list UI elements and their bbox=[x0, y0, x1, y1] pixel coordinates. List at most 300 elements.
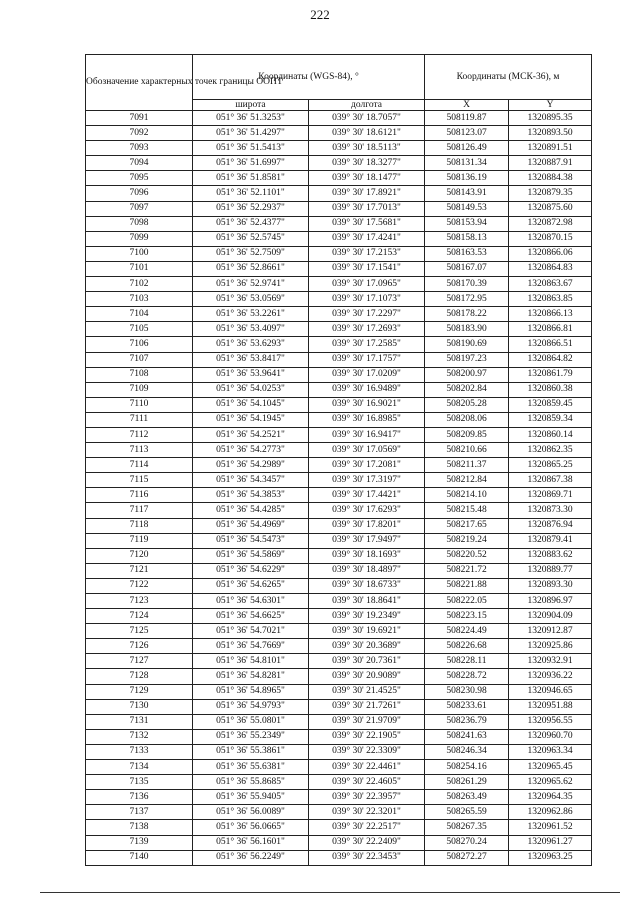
y-cell: 1320887.91 bbox=[509, 156, 592, 171]
latitude-cell: 051° 36' 51.6997" bbox=[193, 156, 309, 171]
y-cell: 1320963.25 bbox=[509, 850, 592, 865]
y-cell: 1320965.45 bbox=[509, 760, 592, 775]
y-cell: 1320864.83 bbox=[509, 261, 592, 276]
x-cell: 508222.05 bbox=[425, 594, 509, 609]
latitude-cell: 051° 36' 52.7509" bbox=[193, 246, 309, 261]
point-id-cell: 7106 bbox=[86, 337, 193, 352]
point-id-cell: 7092 bbox=[86, 126, 193, 141]
x-cell: 508136.19 bbox=[425, 171, 509, 186]
x-cell: 508221.88 bbox=[425, 578, 509, 593]
point-id-cell: 7093 bbox=[86, 141, 193, 156]
longitude-cell: 039° 30' 20.3689" bbox=[309, 639, 425, 654]
latitude-cell: 051° 36' 56.0665" bbox=[193, 820, 309, 835]
point-id-cell: 7123 bbox=[86, 594, 193, 609]
x-cell: 508131.34 bbox=[425, 156, 509, 171]
y-cell: 1320961.27 bbox=[509, 835, 592, 850]
y-cell: 1320873.30 bbox=[509, 503, 592, 518]
latitude-cell: 051° 36' 54.7669" bbox=[193, 639, 309, 654]
point-id-cell: 7117 bbox=[86, 503, 193, 518]
x-cell: 508233.61 bbox=[425, 699, 509, 714]
x-cell: 508210.66 bbox=[425, 443, 509, 458]
x-cell: 508205.28 bbox=[425, 397, 509, 412]
longitude-cell: 039° 30' 17.2153" bbox=[309, 246, 425, 261]
latitude-cell: 051° 36' 54.2773" bbox=[193, 443, 309, 458]
y-cell: 1320912.87 bbox=[509, 624, 592, 639]
y-cell: 1320870.15 bbox=[509, 231, 592, 246]
longitude-cell: 039° 30' 17.0965" bbox=[309, 277, 425, 292]
point-id-cell: 7128 bbox=[86, 669, 193, 684]
longitude-cell: 039° 30' 22.2517" bbox=[309, 820, 425, 835]
y-cell: 1320859.45 bbox=[509, 397, 592, 412]
x-cell: 508246.34 bbox=[425, 744, 509, 759]
latitude-cell: 051° 36' 55.8685" bbox=[193, 775, 309, 790]
y-cell: 1320961.52 bbox=[509, 820, 592, 835]
longitude-cell: 039° 30' 19.2349" bbox=[309, 609, 425, 624]
y-cell: 1320960.70 bbox=[509, 729, 592, 744]
latitude-cell: 051° 36' 54.4285" bbox=[193, 503, 309, 518]
table-row bbox=[86, 337, 592, 352]
longitude-cell: 039° 30' 19.6921" bbox=[309, 624, 425, 639]
x-cell: 508224.49 bbox=[425, 624, 509, 639]
table-row bbox=[86, 216, 592, 231]
x-cell: 508217.65 bbox=[425, 518, 509, 533]
y-cell: 1320860.14 bbox=[509, 427, 592, 442]
latitude-cell: 051° 36' 53.4097" bbox=[193, 322, 309, 337]
latitude-cell: 051° 36' 51.4297" bbox=[193, 126, 309, 141]
table-row bbox=[86, 594, 592, 609]
point-id-cell: 7131 bbox=[86, 714, 193, 729]
x-cell: 508272.27 bbox=[425, 850, 509, 865]
table-row bbox=[86, 654, 592, 669]
header-wgs84: Координаты (WGS-84), ° bbox=[193, 55, 425, 100]
point-id-cell: 7097 bbox=[86, 201, 193, 216]
latitude-cell: 051° 36' 54.2521" bbox=[193, 427, 309, 442]
table-header bbox=[86, 55, 592, 111]
y-cell: 1320964.35 bbox=[509, 790, 592, 805]
longitude-cell: 039° 30' 18.6733" bbox=[309, 578, 425, 593]
table-row bbox=[86, 850, 592, 865]
x-cell: 508214.10 bbox=[425, 488, 509, 503]
point-id-cell: 7112 bbox=[86, 427, 193, 442]
table-row bbox=[86, 609, 592, 624]
longitude-cell: 039° 30' 18.3277" bbox=[309, 156, 425, 171]
header-designation: Обозначение характерных точек границы ООПТ bbox=[86, 55, 193, 111]
y-cell: 1320869.71 bbox=[509, 488, 592, 503]
table-row bbox=[86, 518, 592, 533]
coordinates-table bbox=[85, 54, 592, 866]
point-id-cell: 7091 bbox=[86, 111, 193, 126]
point-id-cell: 7124 bbox=[86, 609, 193, 624]
longitude-cell: 039° 30' 18.1477" bbox=[309, 171, 425, 186]
point-id-cell: 7101 bbox=[86, 261, 193, 276]
latitude-cell: 051° 36' 54.7021" bbox=[193, 624, 309, 639]
longitude-cell: 039° 30' 18.5113" bbox=[309, 141, 425, 156]
latitude-cell: 051° 36' 54.8965" bbox=[193, 684, 309, 699]
latitude-cell: 051° 36' 52.1101" bbox=[193, 186, 309, 201]
y-cell: 1320932.91 bbox=[509, 654, 592, 669]
longitude-cell: 039° 30' 17.8201" bbox=[309, 518, 425, 533]
latitude-cell: 051° 36' 54.9793" bbox=[193, 699, 309, 714]
longitude-cell: 039° 30' 16.8985" bbox=[309, 412, 425, 427]
point-id-cell: 7133 bbox=[86, 744, 193, 759]
table-row bbox=[86, 412, 592, 427]
point-id-cell: 7100 bbox=[86, 246, 193, 261]
table-row bbox=[86, 624, 592, 639]
header-longitude: долгота bbox=[309, 100, 425, 111]
latitude-cell: 051° 36' 53.0569" bbox=[193, 292, 309, 307]
latitude-cell: 051° 36' 54.6229" bbox=[193, 563, 309, 578]
longitude-cell: 039° 30' 18.8641" bbox=[309, 594, 425, 609]
longitude-cell: 039° 30' 17.4241" bbox=[309, 231, 425, 246]
x-cell: 508170.39 bbox=[425, 277, 509, 292]
point-id-cell: 7136 bbox=[86, 790, 193, 805]
x-cell: 508190.69 bbox=[425, 337, 509, 352]
longitude-cell: 039° 30' 18.6121" bbox=[309, 126, 425, 141]
table-row bbox=[86, 729, 592, 744]
point-id-cell: 7110 bbox=[86, 397, 193, 412]
y-cell: 1320862.35 bbox=[509, 443, 592, 458]
table-row bbox=[86, 111, 592, 126]
longitude-cell: 039° 30' 17.2693" bbox=[309, 322, 425, 337]
x-cell: 508208.06 bbox=[425, 412, 509, 427]
latitude-cell: 051° 36' 56.1601" bbox=[193, 835, 309, 850]
table-row bbox=[86, 307, 592, 322]
latitude-cell: 051° 36' 54.8281" bbox=[193, 669, 309, 684]
point-id-cell: 7113 bbox=[86, 443, 193, 458]
y-cell: 1320863.67 bbox=[509, 277, 592, 292]
x-cell: 508200.97 bbox=[425, 367, 509, 382]
longitude-cell: 039° 30' 21.7261" bbox=[309, 699, 425, 714]
table-row bbox=[86, 322, 592, 337]
longitude-cell: 039° 30' 17.3197" bbox=[309, 473, 425, 488]
point-id-cell: 7095 bbox=[86, 171, 193, 186]
longitude-cell: 039° 30' 21.4525" bbox=[309, 684, 425, 699]
x-cell: 508236.79 bbox=[425, 714, 509, 729]
point-id-cell: 7134 bbox=[86, 760, 193, 775]
y-cell: 1320866.51 bbox=[509, 337, 592, 352]
x-cell: 508126.49 bbox=[425, 141, 509, 156]
table-row bbox=[86, 292, 592, 307]
latitude-cell: 051° 36' 51.8581" bbox=[193, 171, 309, 186]
latitude-cell: 051° 36' 54.8101" bbox=[193, 654, 309, 669]
latitude-cell: 051° 36' 54.5869" bbox=[193, 548, 309, 563]
latitude-cell: 051° 36' 53.6293" bbox=[193, 337, 309, 352]
x-cell: 508143.91 bbox=[425, 186, 509, 201]
y-cell: 1320893.30 bbox=[509, 578, 592, 593]
longitude-cell: 039° 30' 17.5681" bbox=[309, 216, 425, 231]
table-row bbox=[86, 156, 592, 171]
y-cell: 1320865.25 bbox=[509, 458, 592, 473]
x-cell: 508215.48 bbox=[425, 503, 509, 518]
y-cell: 1320861.79 bbox=[509, 367, 592, 382]
point-id-cell: 7114 bbox=[86, 458, 193, 473]
y-cell: 1320895.35 bbox=[509, 111, 592, 126]
point-id-cell: 7129 bbox=[86, 684, 193, 699]
table-row bbox=[86, 699, 592, 714]
latitude-cell: 051° 36' 56.2249" bbox=[193, 850, 309, 865]
longitude-cell: 039° 30' 17.6293" bbox=[309, 503, 425, 518]
table-row bbox=[86, 246, 592, 261]
point-id-cell: 7119 bbox=[86, 533, 193, 548]
table-row bbox=[86, 382, 592, 397]
y-cell: 1320896.97 bbox=[509, 594, 592, 609]
latitude-cell: 051° 36' 54.4969" bbox=[193, 518, 309, 533]
table-row bbox=[86, 503, 592, 518]
longitude-cell: 039° 30' 22.1905" bbox=[309, 729, 425, 744]
longitude-cell: 039° 30' 22.2409" bbox=[309, 835, 425, 850]
point-id-cell: 7137 bbox=[86, 805, 193, 820]
y-cell: 1320884.38 bbox=[509, 171, 592, 186]
y-cell: 1320893.50 bbox=[509, 126, 592, 141]
longitude-cell: 039° 30' 22.3453" bbox=[309, 850, 425, 865]
header-x: X bbox=[425, 100, 509, 111]
x-cell: 508211.37 bbox=[425, 458, 509, 473]
point-id-cell: 7104 bbox=[86, 307, 193, 322]
table-row bbox=[86, 488, 592, 503]
x-cell: 508270.24 bbox=[425, 835, 509, 850]
longitude-cell: 039° 30' 17.2081" bbox=[309, 458, 425, 473]
point-id-cell: 7120 bbox=[86, 548, 193, 563]
table-row bbox=[86, 261, 592, 276]
longitude-cell: 039° 30' 17.7013" bbox=[309, 201, 425, 216]
latitude-cell: 051° 36' 54.5473" bbox=[193, 533, 309, 548]
latitude-cell: 051° 36' 54.1945" bbox=[193, 412, 309, 427]
y-cell: 1320866.81 bbox=[509, 322, 592, 337]
table-row bbox=[86, 744, 592, 759]
x-cell: 508263.49 bbox=[425, 790, 509, 805]
latitude-cell: 051° 36' 52.9741" bbox=[193, 277, 309, 292]
y-cell: 1320879.35 bbox=[509, 186, 592, 201]
y-cell: 1320956.55 bbox=[509, 714, 592, 729]
latitude-cell: 051° 36' 54.0253" bbox=[193, 382, 309, 397]
x-cell: 508163.53 bbox=[425, 246, 509, 261]
table-row bbox=[86, 760, 592, 775]
longitude-cell: 039° 30' 22.3957" bbox=[309, 790, 425, 805]
latitude-cell: 051° 36' 54.6625" bbox=[193, 609, 309, 624]
y-cell: 1320859.34 bbox=[509, 412, 592, 427]
table-row bbox=[86, 563, 592, 578]
latitude-cell: 051° 36' 52.8661" bbox=[193, 261, 309, 276]
latitude-cell: 051° 36' 56.0089" bbox=[193, 805, 309, 820]
x-cell: 508153.94 bbox=[425, 216, 509, 231]
table-row bbox=[86, 397, 592, 412]
longitude-cell: 039° 30' 17.2585" bbox=[309, 337, 425, 352]
point-id-cell: 7098 bbox=[86, 216, 193, 231]
latitude-cell: 051° 36' 54.6265" bbox=[193, 578, 309, 593]
y-cell: 1320946.65 bbox=[509, 684, 592, 699]
y-cell: 1320951.88 bbox=[509, 699, 592, 714]
table-row bbox=[86, 820, 592, 835]
table-row bbox=[86, 367, 592, 382]
longitude-cell: 039° 30' 17.9497" bbox=[309, 533, 425, 548]
longitude-cell: 039° 30' 16.9021" bbox=[309, 397, 425, 412]
y-cell: 1320962.86 bbox=[509, 805, 592, 820]
point-id-cell: 7107 bbox=[86, 352, 193, 367]
longitude-cell: 039° 30' 17.8921" bbox=[309, 186, 425, 201]
latitude-cell: 051° 36' 52.4377" bbox=[193, 216, 309, 231]
y-cell: 1320891.51 bbox=[509, 141, 592, 156]
point-id-cell: 7118 bbox=[86, 518, 193, 533]
y-cell: 1320866.06 bbox=[509, 246, 592, 261]
x-cell: 508267.35 bbox=[425, 820, 509, 835]
y-cell: 1320889.77 bbox=[509, 563, 592, 578]
point-id-cell: 7108 bbox=[86, 367, 193, 382]
y-cell: 1320866.13 bbox=[509, 307, 592, 322]
table-row bbox=[86, 277, 592, 292]
x-cell: 508265.59 bbox=[425, 805, 509, 820]
x-cell: 508261.29 bbox=[425, 775, 509, 790]
x-cell: 508167.07 bbox=[425, 261, 509, 276]
x-cell: 508158.13 bbox=[425, 231, 509, 246]
table-row bbox=[86, 473, 592, 488]
y-cell: 1320883.62 bbox=[509, 548, 592, 563]
footer-divider bbox=[40, 892, 620, 893]
longitude-cell: 039° 30' 18.4897" bbox=[309, 563, 425, 578]
latitude-cell: 051° 36' 53.2261" bbox=[193, 307, 309, 322]
latitude-cell: 051° 36' 51.3253" bbox=[193, 111, 309, 126]
y-cell: 1320963.34 bbox=[509, 744, 592, 759]
x-cell: 508212.84 bbox=[425, 473, 509, 488]
table-row bbox=[86, 684, 592, 699]
table-row bbox=[86, 427, 592, 442]
point-id-cell: 7109 bbox=[86, 382, 193, 397]
longitude-cell: 039° 30' 16.9417" bbox=[309, 427, 425, 442]
table-row bbox=[86, 835, 592, 850]
latitude-cell: 051° 36' 55.2349" bbox=[193, 729, 309, 744]
point-id-cell: 7140 bbox=[86, 850, 193, 865]
longitude-cell: 039° 30' 20.9089" bbox=[309, 669, 425, 684]
y-cell: 1320872.98 bbox=[509, 216, 592, 231]
point-id-cell: 7121 bbox=[86, 563, 193, 578]
latitude-cell: 051° 36' 54.6301" bbox=[193, 594, 309, 609]
longitude-cell: 039° 30' 22.4461" bbox=[309, 760, 425, 775]
y-cell: 1320925.86 bbox=[509, 639, 592, 654]
x-cell: 508149.53 bbox=[425, 201, 509, 216]
latitude-cell: 051° 36' 53.9641" bbox=[193, 367, 309, 382]
longitude-cell: 039° 30' 20.7361" bbox=[309, 654, 425, 669]
point-id-cell: 7115 bbox=[86, 473, 193, 488]
table-row bbox=[86, 458, 592, 473]
x-cell: 508254.16 bbox=[425, 760, 509, 775]
y-cell: 1320863.85 bbox=[509, 292, 592, 307]
y-cell: 1320860.38 bbox=[509, 382, 592, 397]
table-row bbox=[86, 533, 592, 548]
longitude-cell: 039° 30' 22.3201" bbox=[309, 805, 425, 820]
y-cell: 1320867.38 bbox=[509, 473, 592, 488]
latitude-cell: 051° 36' 53.8417" bbox=[193, 352, 309, 367]
y-cell: 1320879.41 bbox=[509, 533, 592, 548]
latitude-cell: 051° 36' 55.9405" bbox=[193, 790, 309, 805]
latitude-cell: 051° 36' 51.5413" bbox=[193, 141, 309, 156]
x-cell: 508228.11 bbox=[425, 654, 509, 669]
longitude-cell: 039° 30' 18.1693" bbox=[309, 548, 425, 563]
point-id-cell: 7122 bbox=[86, 578, 193, 593]
x-cell: 508226.68 bbox=[425, 639, 509, 654]
x-cell: 508230.98 bbox=[425, 684, 509, 699]
table-row bbox=[86, 578, 592, 593]
point-id-cell: 7127 bbox=[86, 654, 193, 669]
longitude-cell: 039° 30' 17.1757" bbox=[309, 352, 425, 367]
x-cell: 508123.07 bbox=[425, 126, 509, 141]
point-id-cell: 7125 bbox=[86, 624, 193, 639]
x-cell: 508209.85 bbox=[425, 427, 509, 442]
longitude-cell: 039° 30' 17.0569" bbox=[309, 443, 425, 458]
point-id-cell: 7102 bbox=[86, 277, 193, 292]
x-cell: 508223.15 bbox=[425, 609, 509, 624]
table-row bbox=[86, 201, 592, 216]
y-cell: 1320864.82 bbox=[509, 352, 592, 367]
table-row bbox=[86, 790, 592, 805]
table-row bbox=[86, 775, 592, 790]
table-row bbox=[86, 639, 592, 654]
latitude-cell: 051° 36' 55.0801" bbox=[193, 714, 309, 729]
longitude-cell: 039° 30' 17.2297" bbox=[309, 307, 425, 322]
latitude-cell: 051° 36' 54.1045" bbox=[193, 397, 309, 412]
table-row bbox=[86, 352, 592, 367]
table-row bbox=[86, 669, 592, 684]
table-row bbox=[86, 714, 592, 729]
page-number: 222 bbox=[310, 7, 330, 22]
table-row bbox=[86, 141, 592, 156]
x-cell: 508228.72 bbox=[425, 669, 509, 684]
table-row bbox=[86, 126, 592, 141]
table-row bbox=[86, 443, 592, 458]
header-msk36: Координаты (МСК-36), м bbox=[425, 55, 592, 100]
longitude-cell: 039° 30' 17.1541" bbox=[309, 261, 425, 276]
point-id-cell: 7132 bbox=[86, 729, 193, 744]
y-cell: 1320876.94 bbox=[509, 518, 592, 533]
point-id-cell: 7116 bbox=[86, 488, 193, 503]
x-cell: 508178.22 bbox=[425, 307, 509, 322]
latitude-cell: 051° 36' 55.6381" bbox=[193, 760, 309, 775]
table-row bbox=[86, 805, 592, 820]
x-cell: 508183.90 bbox=[425, 322, 509, 337]
header-y: Y bbox=[509, 100, 592, 111]
x-cell: 508221.72 bbox=[425, 563, 509, 578]
longitude-cell: 039° 30' 22.4605" bbox=[309, 775, 425, 790]
point-id-cell: 7103 bbox=[86, 292, 193, 307]
longitude-cell: 039° 30' 22.3309" bbox=[309, 744, 425, 759]
header-latitude: широта bbox=[193, 100, 309, 111]
table-row bbox=[86, 171, 592, 186]
x-cell: 508202.84 bbox=[425, 382, 509, 397]
x-cell: 508220.52 bbox=[425, 548, 509, 563]
latitude-cell: 051° 36' 54.2989" bbox=[193, 458, 309, 473]
longitude-cell: 039° 30' 18.7057" bbox=[309, 111, 425, 126]
longitude-cell: 039° 30' 17.4421" bbox=[309, 488, 425, 503]
longitude-cell: 039° 30' 17.0209" bbox=[309, 367, 425, 382]
x-cell: 508172.95 bbox=[425, 292, 509, 307]
latitude-cell: 051° 36' 55.3861" bbox=[193, 744, 309, 759]
table-row bbox=[86, 231, 592, 246]
longitude-cell: 039° 30' 21.9709" bbox=[309, 714, 425, 729]
longitude-cell: 039° 30' 16.9489" bbox=[309, 382, 425, 397]
x-cell: 508219.24 bbox=[425, 533, 509, 548]
point-id-cell: 7126 bbox=[86, 639, 193, 654]
y-cell: 1320904.09 bbox=[509, 609, 592, 624]
point-id-cell: 7105 bbox=[86, 322, 193, 337]
longitude-cell: 039° 30' 17.1073" bbox=[309, 292, 425, 307]
y-cell: 1320936.22 bbox=[509, 669, 592, 684]
point-id-cell: 7099 bbox=[86, 231, 193, 246]
y-cell: 1320965.62 bbox=[509, 775, 592, 790]
point-id-cell: 7111 bbox=[86, 412, 193, 427]
point-id-cell: 7096 bbox=[86, 186, 193, 201]
x-cell: 508197.23 bbox=[425, 352, 509, 367]
x-cell: 508119.87 bbox=[425, 111, 509, 126]
point-id-cell: 7135 bbox=[86, 775, 193, 790]
latitude-cell: 051° 36' 52.2937" bbox=[193, 201, 309, 216]
